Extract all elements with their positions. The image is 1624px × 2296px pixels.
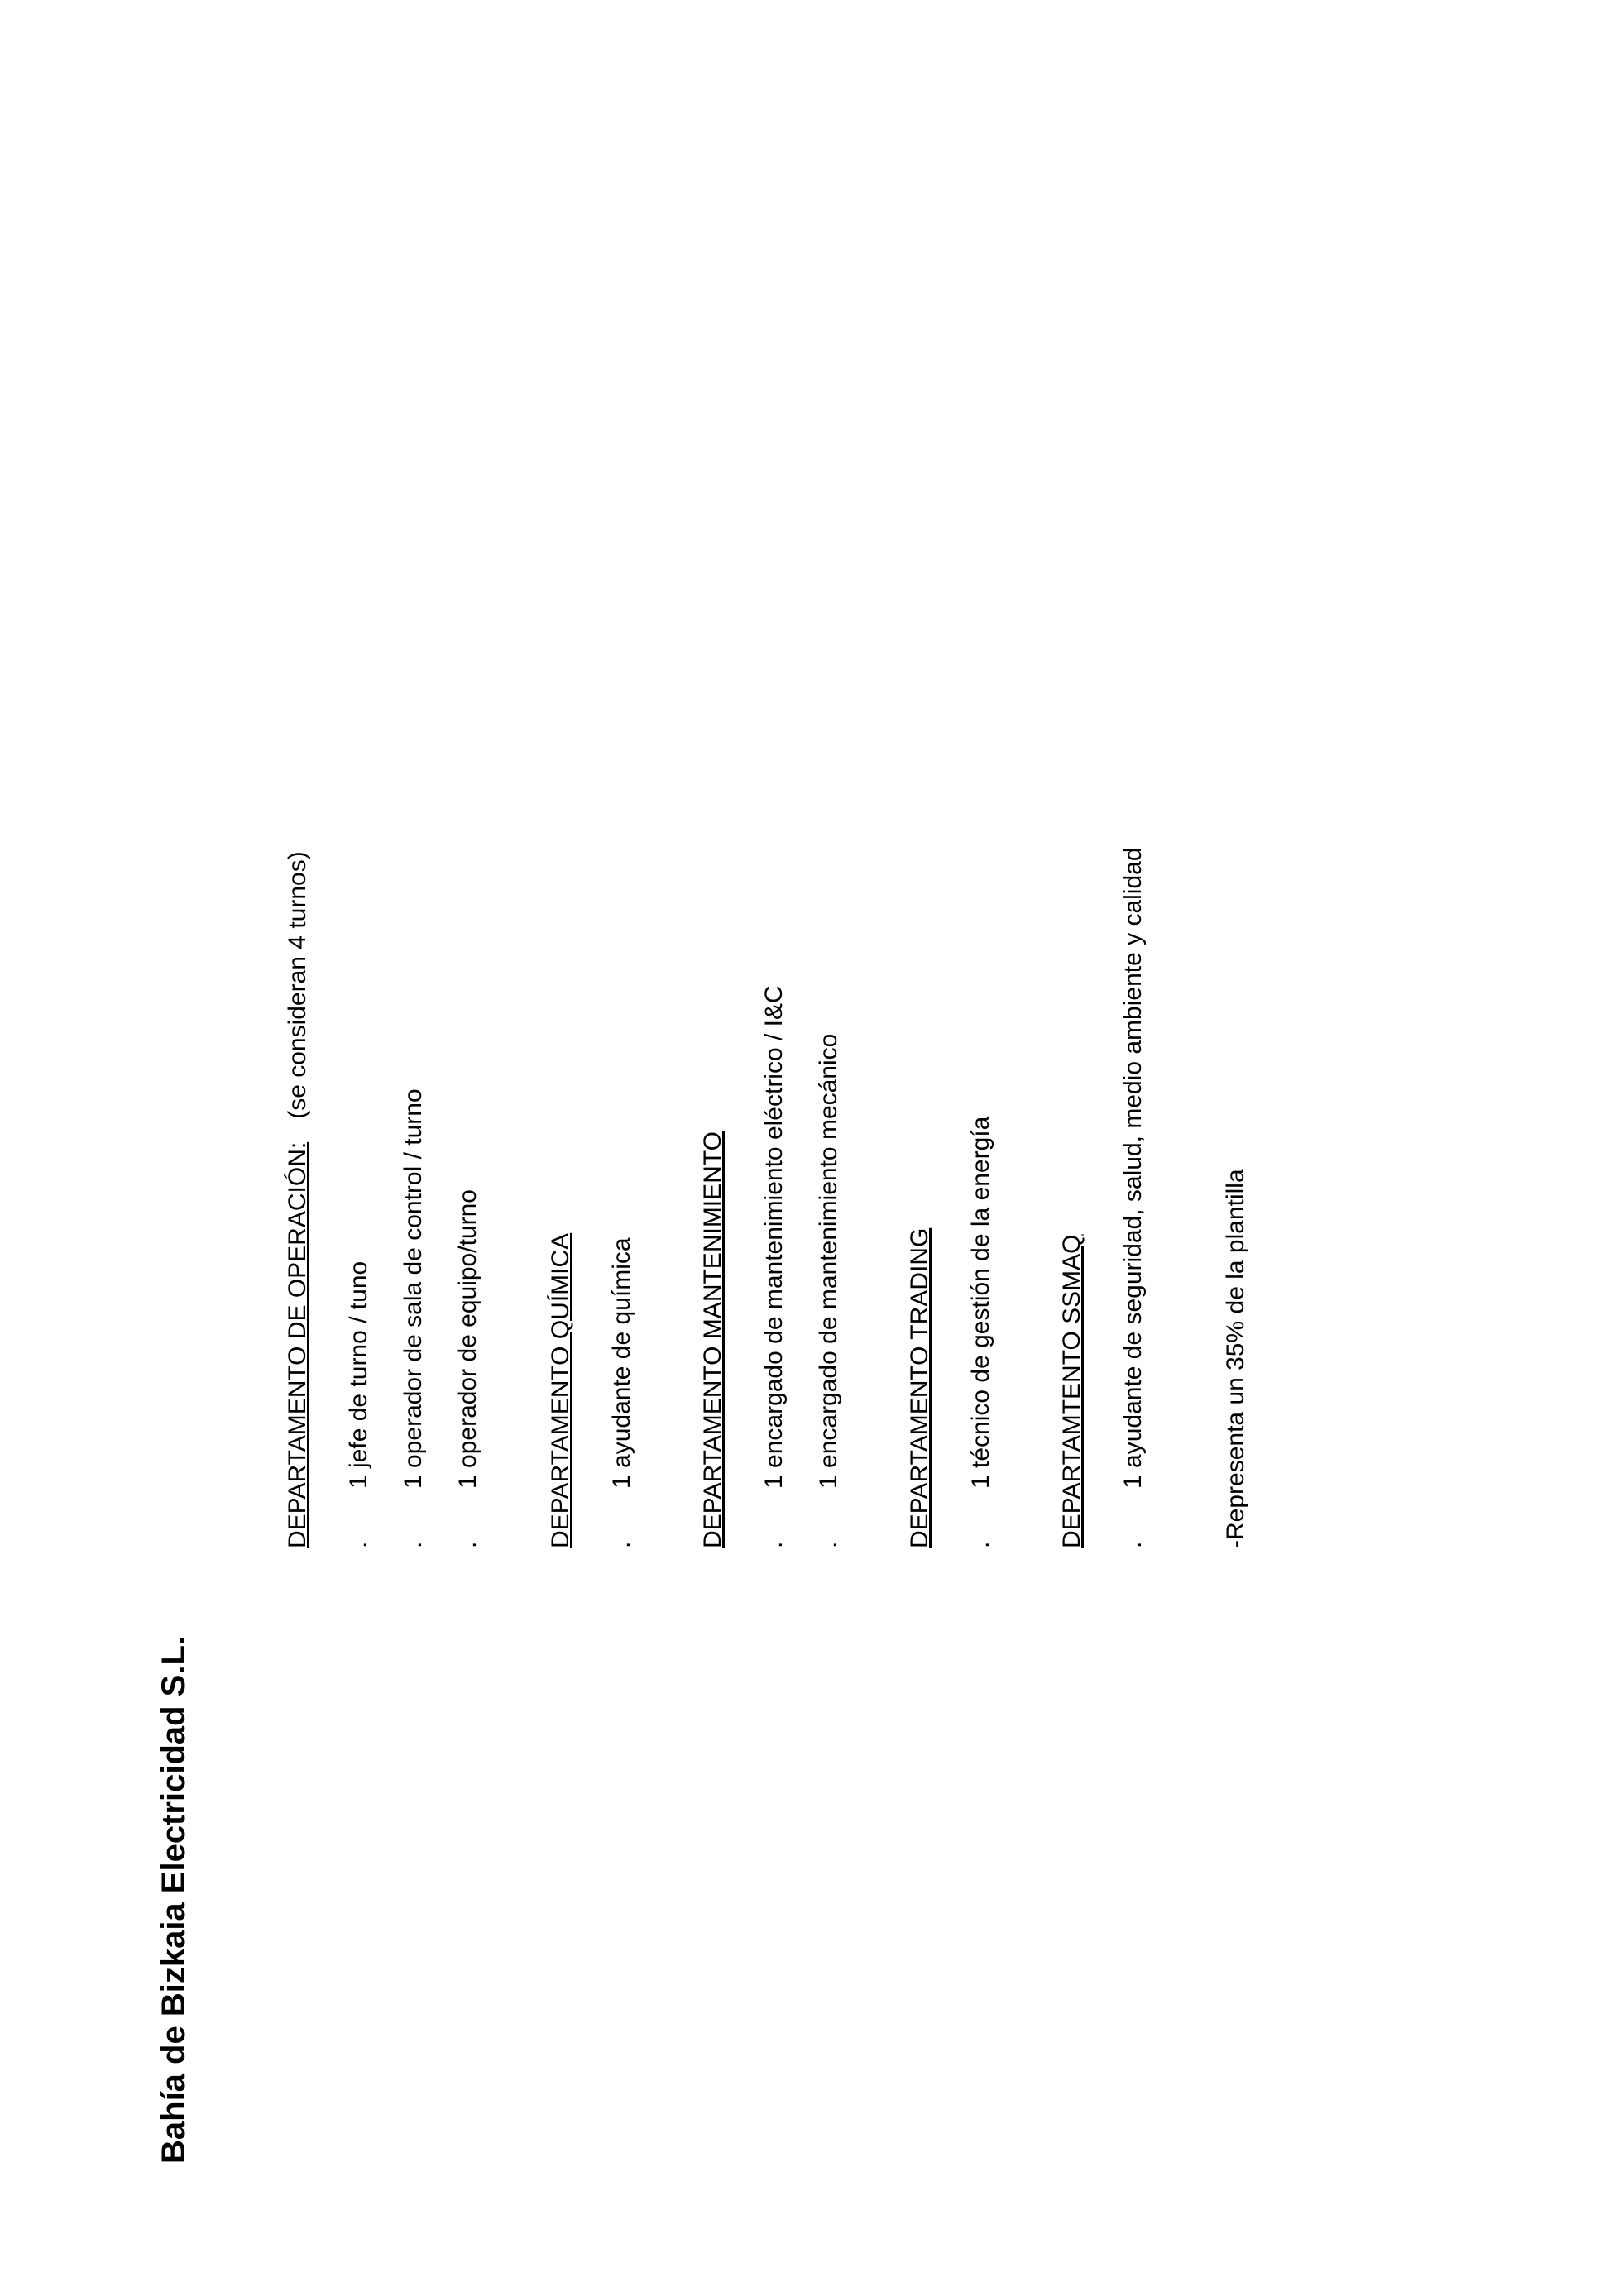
department-heading: DEPARTAMENTO DE OPERACIÓN:: [284, 1141, 311, 1548]
department-mantenimiento: [697, 985, 867, 1548]
department-operacion: [281, 851, 506, 1548]
bullet-marker: .: [760, 1541, 788, 1548]
list-item: [758, 985, 812, 1548]
department-heading: DEPARTAMENTO TRADING: [906, 1227, 933, 1548]
bullet-marker: .: [345, 1541, 372, 1548]
list-item: [343, 851, 397, 1548]
list-item: [965, 1117, 1019, 1548]
list-item-text: 1 ayudante de seguridad, salud, medio ambiente y calidad: [1119, 847, 1147, 1489]
bullet-marker: .: [400, 1541, 427, 1548]
department-heading-row: [1056, 847, 1092, 1548]
list-item-text: 1 encargado de mantenimiento mecánico: [815, 1033, 842, 1489]
bullet-marker: .: [454, 1541, 481, 1548]
department-heading-row: [697, 985, 733, 1548]
department-ssmaq: [1056, 847, 1171, 1548]
bullet-marker: .: [1119, 1541, 1147, 1548]
department-quimica: [544, 1233, 660, 1548]
bullet-marker: .: [967, 1541, 994, 1548]
list-item-text: 1 encargado de mantenimiento eléctrico / I&C: [760, 985, 788, 1489]
bullet-marker: .: [608, 1541, 635, 1548]
list-item: [606, 1233, 660, 1548]
list-item-text: 1 jefe de turno / tuno: [345, 1260, 372, 1489]
company-title: Bahía de Bizkaia Electricidad S.L.: [156, 1635, 192, 2164]
department-heading: DEPARTAMTENTO SSMAQ: [1058, 1234, 1085, 1548]
list-item: [397, 851, 452, 1548]
department-note: (se consideran 4 turnos): [284, 851, 311, 1119]
list-item-text: 1 operador de equipo/turno: [454, 1189, 481, 1489]
list-item: [452, 851, 506, 1548]
department-heading-row: [544, 1233, 581, 1548]
department-trading: [903, 1117, 1019, 1548]
list-item-text: 1 técnico de gestión de la energía: [967, 1116, 994, 1489]
department-heading: DEPARTAMENTO MANTENIMIENTO: [699, 1131, 726, 1548]
department-heading-row: [281, 851, 318, 1548]
department-heading-row: [903, 1117, 940, 1548]
department-heading: DEPARTAMENTO QUÍMICA: [547, 1232, 574, 1548]
list-item: [1117, 847, 1171, 1548]
list-item-text: 1 ayudante de química: [608, 1237, 635, 1489]
bullet-marker: .: [815, 1541, 842, 1548]
footer-note: -Representa un 35% de la plantilla: [1222, 1169, 1249, 1548]
list-item-text: 1 operador de sala de control / turno: [400, 1088, 427, 1489]
list-item: [812, 985, 867, 1548]
